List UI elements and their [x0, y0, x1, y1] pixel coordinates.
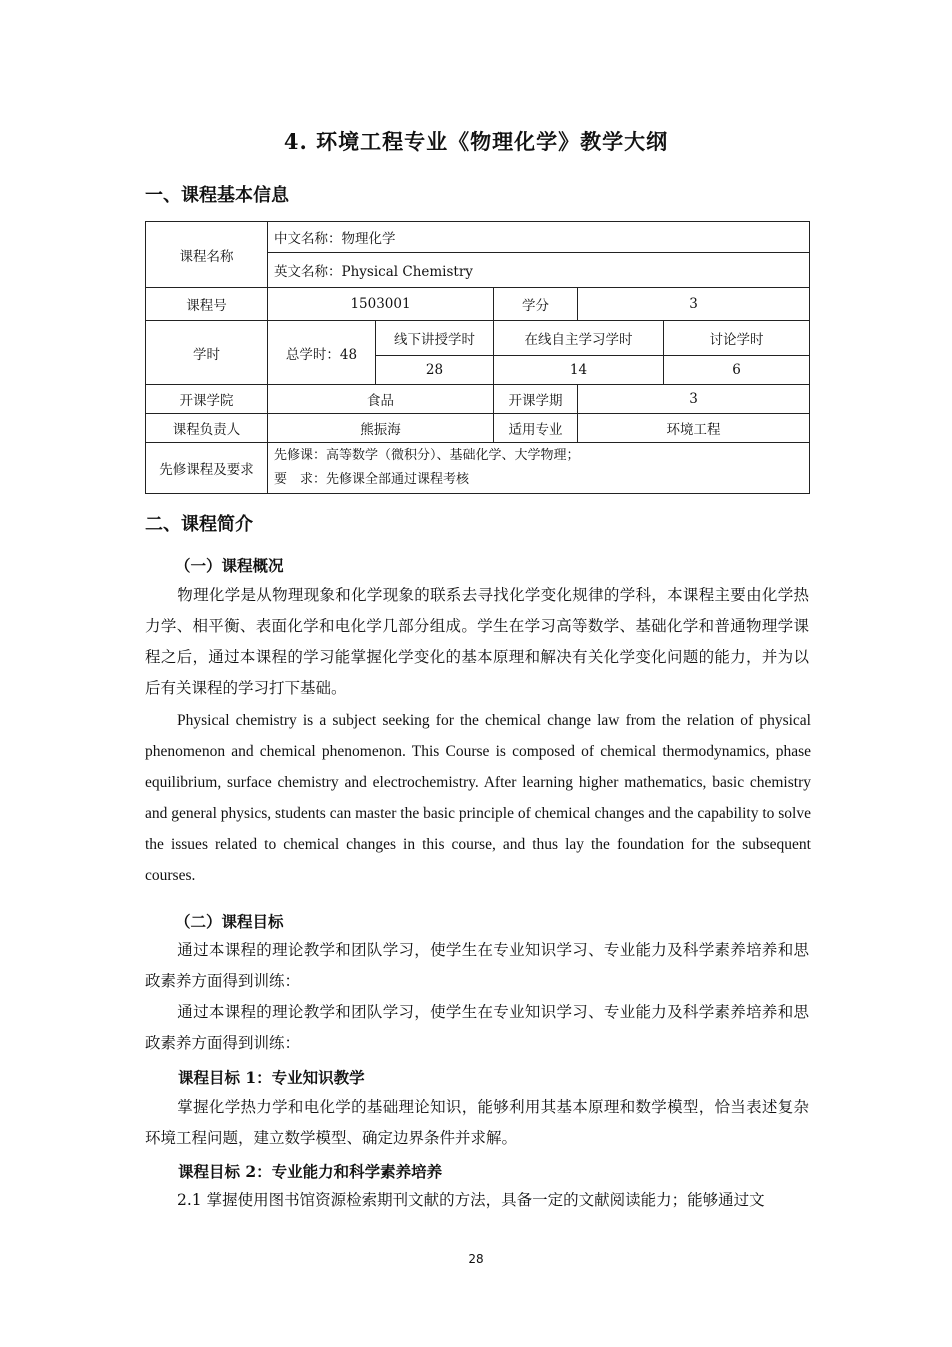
- prereq-cell: [268, 443, 810, 494]
- semester-value: 3: [578, 385, 810, 414]
- major-label: 适用专业: [494, 414, 578, 443]
- course-no-label: 课程号: [146, 288, 268, 321]
- subsection-heading-overview: （一）课程概况: [175, 556, 284, 575]
- table-row: [146, 443, 810, 494]
- leader-value: 熊振海: [268, 414, 494, 443]
- leader-label: 课程负责人: [146, 414, 268, 443]
- college-label: 开课学院: [146, 385, 268, 414]
- offline-hours-label: 线下讲授学时: [376, 321, 494, 356]
- goal-2-heading: 课程目标 2：专业能力和科学素养培养: [178, 1162, 443, 1181]
- major-value: 环境工程: [578, 414, 810, 443]
- credit-label: 学分: [494, 288, 578, 321]
- table-row: [146, 321, 810, 356]
- course-no-value: 1503001: [268, 288, 494, 321]
- offline-hours-value: 28: [376, 356, 494, 385]
- course-info-table: [145, 221, 810, 494]
- discussion-hours-value: 6: [664, 356, 810, 385]
- goals-text-2: 通过本课程的理论教学和团队学习，使学生在专业知识学习、专业能力及科学素养培养和思政素养方面得到训练：: [145, 1003, 809, 1052]
- overview-text-cn: 物理化学是从物理现象和化学现象的联系去寻找化学变化规律的学科，本课程主要由化学热力学、相平衡、表面化学和电化学几部分组成。学生在学习高等数学、基础化学和普通物理学课程之后，通过本课程的学习能掌握化学变化的基本原理和解决有关化学变化问题的能力，并为以后有关课程的学习打下基础。: [145, 586, 809, 697]
- goal-1-text: 掌握化学热力学和电化学的基础理论知识，能够利用其基本原理和数学模型，恰当表述复杂环境工程问题，建立数学模型、确定边界条件并求解。: [145, 1098, 809, 1147]
- hours-label: 学时: [146, 321, 268, 385]
- goals-text-1: 通过本课程的理论教学和团队学习，使学生在专业知识学习、专业能力及科学素养培养和思政素养方面得到训练：: [145, 941, 809, 990]
- total-hours-value: 总学时：48: [268, 321, 376, 385]
- page-number: 28: [468, 1252, 484, 1266]
- table-row: [146, 385, 810, 414]
- overview-paragraph-en: [145, 705, 811, 891]
- credit-value: 3: [578, 288, 810, 321]
- table-row: [146, 222, 810, 253]
- section-heading-intro: 二、课程简介: [145, 514, 253, 535]
- online-hours-value: 14: [494, 356, 664, 385]
- goal-1-heading: 课程目标 1：专业知识教学: [178, 1068, 365, 1087]
- subsection-heading-goals: （二）课程目标: [175, 912, 284, 931]
- goals-paragraph-1: [145, 935, 809, 997]
- discussion-hours-label: 讨论学时: [664, 321, 810, 356]
- table-row: [146, 288, 810, 321]
- semester-label: 开课学期: [494, 385, 578, 414]
- chinese-name-cell: 中文名称：物理化学: [268, 222, 810, 253]
- course-name-label: 课程名称: [146, 222, 268, 288]
- section-heading-basic-info: 一、课程基本信息: [145, 185, 289, 206]
- document-title: 4. 环境工程专业《物理化学》教学大纲: [283, 129, 669, 154]
- goal-2-paragraph: [145, 1185, 809, 1216]
- prereq-requirement: 要 求：先修课全部通过课程考核: [274, 472, 470, 487]
- goals-paragraph-2: [145, 997, 809, 1059]
- goal-2-text: 2.1 掌握使用图书馆资源检索期刊文献的方法，具备一定的文献阅读能力；能够通过文: [177, 1191, 765, 1209]
- prereq-label: 先修课程及要求: [146, 443, 268, 494]
- english-name-cell: 英文名称：Physical Chemistry: [268, 253, 810, 288]
- college-value: 食品: [268, 385, 494, 414]
- overview-paragraph-cn: [145, 580, 809, 704]
- table-row: [146, 414, 810, 443]
- online-hours-label: 在线自主学习学时: [494, 321, 664, 356]
- goal-1-paragraph: [145, 1092, 809, 1154]
- overview-text-en: Physical chemistry is a subject seeking for the chemical change law from the relation of physical phenomenon and chemical phenomenon. This Course is composed of chemical thermodynamics, phase equilibrium, surface chemistry and electrochemistry. After learning higher mathematics, basic chemistry and general physics, students can master the basic principle of chemical changes and the capability to solve the issues related to chemical changes in this course, and thus lay the foundation for the subsequent courses.: [145, 712, 811, 884]
- prereq-courses: 先修课：高等数学（微积分）、基础化学、大学物理；: [274, 448, 580, 463]
